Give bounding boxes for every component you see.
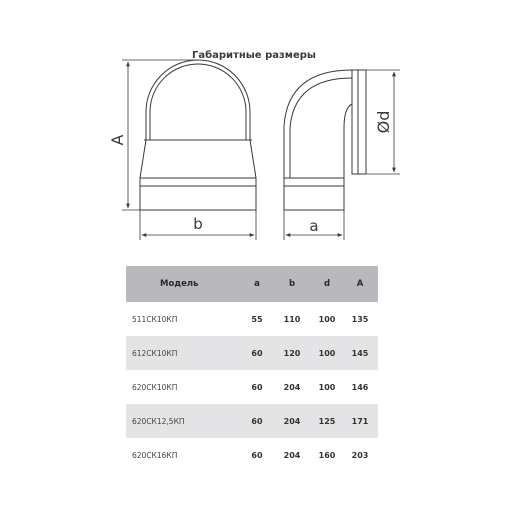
table-row bbox=[126, 302, 378, 336]
table-row bbox=[126, 404, 378, 438]
header-model: Модель bbox=[160, 279, 199, 289]
cell-A: 203 bbox=[351, 450, 369, 460]
cell-a: 60 bbox=[251, 450, 263, 460]
cell-a: 60 bbox=[251, 382, 263, 392]
spec-table bbox=[126, 266, 378, 472]
cell-a: 60 bbox=[251, 416, 263, 426]
table-row bbox=[126, 336, 378, 370]
cell-A: 145 bbox=[351, 348, 369, 358]
header-b: b bbox=[288, 279, 296, 289]
front-view bbox=[140, 60, 256, 210]
label-A: A bbox=[108, 134, 127, 146]
cell-model: 612СК10КП bbox=[132, 348, 178, 358]
drawing-title: Габаритные размеры bbox=[192, 50, 316, 61]
front-rect-collar bbox=[140, 178, 256, 210]
cell-A: 171 bbox=[351, 416, 369, 426]
cell-model: 620СК12,5КП bbox=[132, 416, 185, 426]
cell-a: 60 bbox=[251, 348, 263, 358]
table-row bbox=[126, 438, 378, 472]
cell-model: 511СК10КП bbox=[132, 314, 178, 324]
cell-d: 160 bbox=[318, 450, 336, 460]
label-b: b bbox=[193, 215, 203, 233]
cell-b: 204 bbox=[283, 450, 301, 460]
side-view bbox=[284, 70, 366, 210]
cell-d: 100 bbox=[318, 314, 336, 324]
cell-d: 100 bbox=[318, 382, 336, 392]
header-A: A bbox=[356, 279, 364, 289]
label-d: Ød bbox=[374, 110, 393, 134]
cell-b: 204 bbox=[283, 382, 301, 392]
header-d: d bbox=[323, 279, 331, 289]
side-elbow-outer bbox=[284, 70, 362, 178]
dimension-A bbox=[122, 60, 196, 210]
label-a: a bbox=[309, 217, 319, 235]
side-rect-collar bbox=[284, 178, 344, 210]
cell-b: 110 bbox=[283, 314, 301, 324]
cell-d: 125 bbox=[318, 416, 336, 426]
table-row bbox=[126, 370, 378, 404]
cell-b: 120 bbox=[283, 348, 301, 358]
front-round-part bbox=[146, 60, 250, 140]
cell-b: 204 bbox=[283, 416, 301, 426]
cell-a: 55 bbox=[251, 314, 263, 324]
header-a: a bbox=[254, 279, 260, 289]
side-round-flange bbox=[352, 70, 366, 174]
cell-d: 100 bbox=[318, 348, 336, 358]
cell-A: 135 bbox=[351, 314, 369, 324]
cell-model: 620СК10КП bbox=[132, 382, 178, 392]
cell-A: 146 bbox=[351, 382, 369, 392]
cell-model: 620СК16КП bbox=[132, 450, 178, 460]
table-header bbox=[126, 266, 378, 302]
